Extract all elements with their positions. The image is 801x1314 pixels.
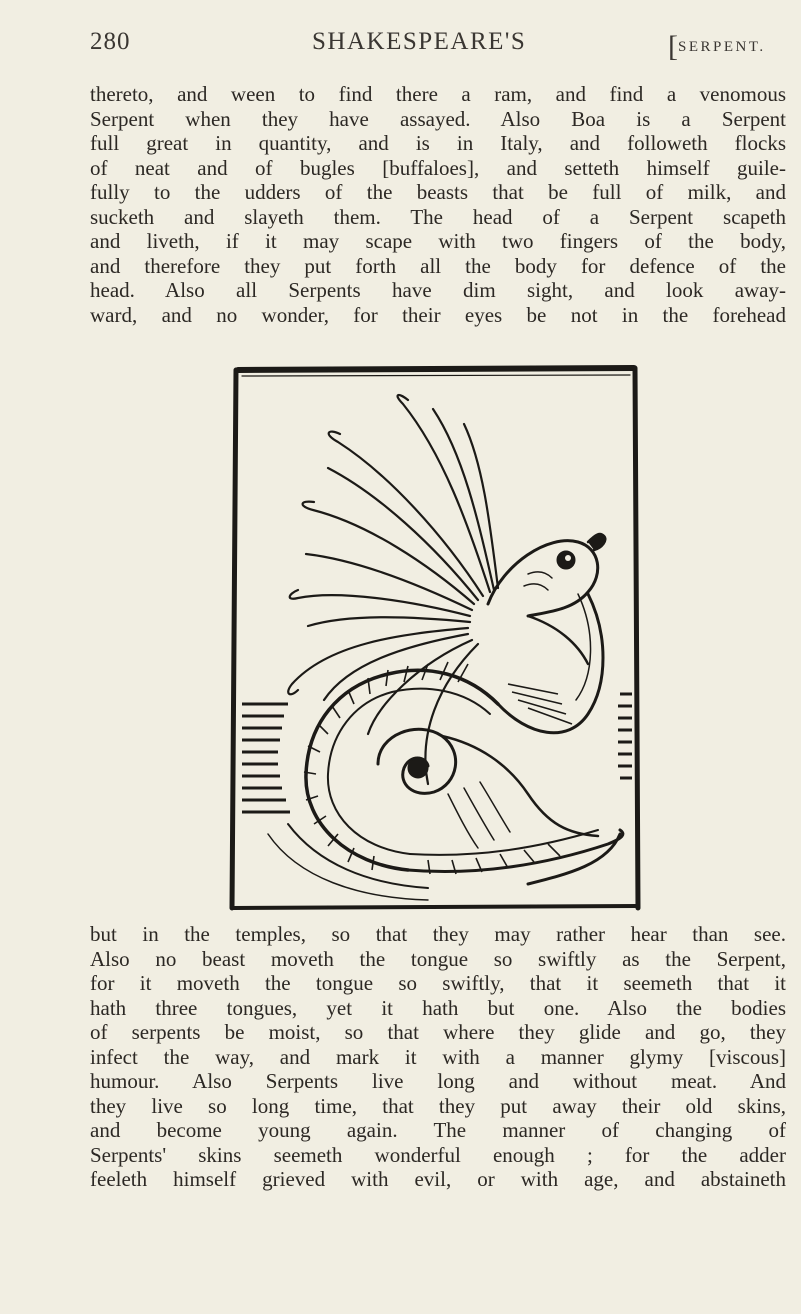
text-line: full great in quantity, and is in Italy, and followeth flocks (90, 131, 786, 155)
text-before-figure (90, 82, 786, 327)
running-title: SHAKESPEARE'S (312, 28, 527, 55)
text-line: humour. Also Serpents live long and without meat. And (90, 1069, 786, 1093)
text-line: but in the temples, so that they may rather hear than see. (90, 922, 786, 946)
woodcut-frame (232, 368, 638, 908)
page-number: 280 (90, 28, 131, 55)
text-line: of neat and of bugles [buffaloes], and setteth himself guile- (90, 155, 786, 180)
section-bracket: [ (668, 30, 678, 63)
text-line: of serpents be moist, so that where they glide and go, they (90, 1020, 786, 1044)
serpent-tail-end (268, 824, 620, 900)
text-line: feeleth himself grieved with evil, or with age, and abstaineth (90, 1167, 786, 1191)
serpent-woodcut-image (228, 364, 642, 912)
text-line: for it moveth the tongue so swiftly, that it seemeth that it (90, 971, 786, 995)
text-line: ward, and no wonder, for their eyes be not in the forehead (90, 302, 786, 327)
serpent-tail-curl (378, 729, 598, 848)
section-word: SERPENT. (678, 39, 766, 55)
section-tag (668, 30, 766, 64)
text-line: and liveth, if it may scape with two fingers of the body, (90, 229, 786, 253)
text-line: infect the way, and mark it with a manner glymy [viscous] (90, 1044, 786, 1069)
text-line: Serpent when they have assayed. Also Boa is a Serpent (90, 106, 786, 131)
text-line: and become young again. The manner of changing of (90, 1118, 786, 1142)
text-line: they live so long time, that they put away their old skins, (90, 1093, 786, 1118)
text-line: Also no beast moveth the tongue so swiftly as the Serpent, (90, 946, 786, 971)
woodcut-shading (242, 694, 632, 812)
text-line: head. Also all Serpents have dim sight, and look away- (90, 278, 786, 302)
text-line: thereto, and ween to find there a ram, and find a venomous (90, 82, 786, 106)
text-line: sucketh and slayeth them. The head of a Serpent scapeth (90, 204, 786, 229)
text-line: Serpents' skins seemeth wonderful enough ; for the adder (90, 1142, 786, 1167)
text-line: and therefore they put forth all the body for defence of the (90, 253, 786, 278)
text-line: fully to the udders of the beasts that be full of milk, and (90, 180, 786, 204)
text-after-figure (90, 922, 786, 1192)
serpent-woodcut-figure (228, 364, 642, 912)
text-line: hath three tongues, yet it hath but one. Also the bodies (90, 995, 786, 1020)
serpent-head (488, 534, 605, 664)
page-header (90, 28, 790, 68)
